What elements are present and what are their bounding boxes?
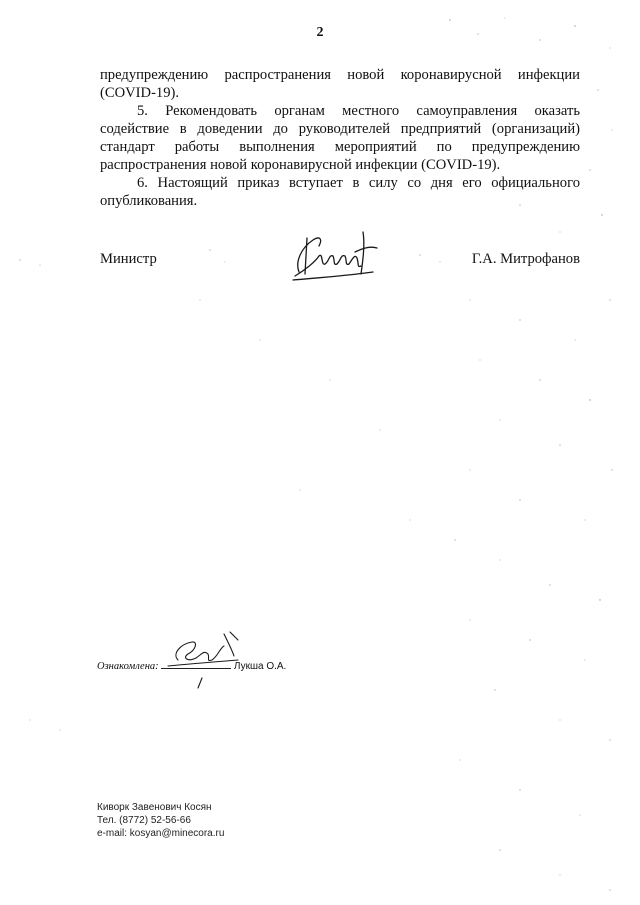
contact-email: e-mail: kosyan@minecora.ru [97,828,225,839]
acknowledgement-name: Лукша О.А. [233,661,287,672]
page-number: 2 [316,25,324,40]
acknowledgement-label: Ознакомлена: [97,661,159,672]
acknowledgement-row [97,658,286,672]
signer-name: Г.А. Митрофанов [471,251,580,267]
minister-signature [285,226,385,286]
contact-phone: Тел. (8772) 52-56-66 [97,815,191,826]
paragraph-item-5: 5. Рекомендовать органам местного самоуправления оказать содействие в доведении до руководителей предприятий (организаций) стандарт работы выполнения мероприятий по предупреждению распространения новой коронавирусной инфекции (COVID-19). [100,103,580,173]
paragraph-continuation: предупреждению распространения новой коронавирусной инфекции (COVID-19). [100,67,580,101]
document-body [100,66,580,210]
paragraph-item-6: 6. Настоящий приказ вступает в силу со дня его официального опубликования. [100,175,580,209]
signer-title: Министр [100,251,157,267]
signature-line [161,658,231,669]
contact-block [97,801,224,840]
contact-name: Киворк Завенович Косян [97,802,212,813]
